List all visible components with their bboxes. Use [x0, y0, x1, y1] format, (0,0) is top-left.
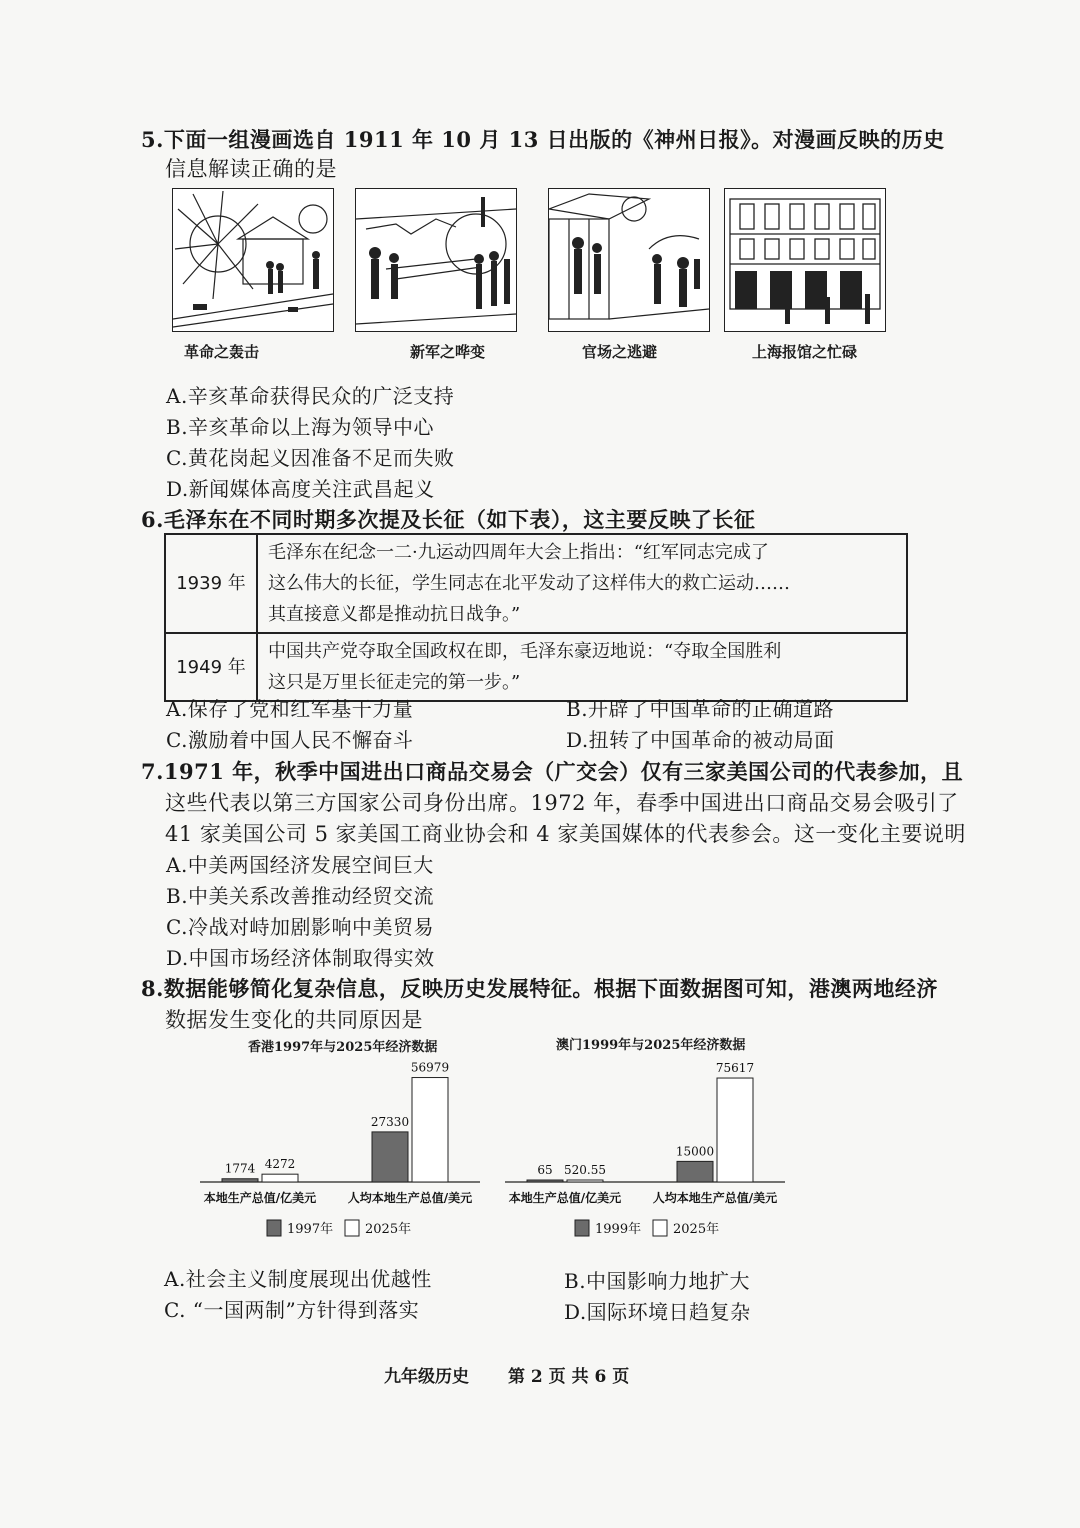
q7-option-b[interactable]: B.中美关系改善推动经贸交流	[166, 884, 435, 908]
table-quote-cell	[257, 534, 907, 633]
hk-economy-chart	[190, 1060, 490, 1260]
q8-option-a[interactable]: A.社会主义制度展现出优越性	[164, 1267, 432, 1291]
bar-data-label: 15000	[675, 1144, 715, 1159]
q7-stem-line3: 41 家美国公司 5 家美国工商业协会和 4 家美国媒体的代表参会。这一变化主要说明	[165, 822, 966, 846]
macau-economy-chart	[495, 1060, 795, 1260]
q5-stem-line2: 信息解读正确的是	[165, 157, 337, 181]
q5-option-a[interactable]: A.辛亥革命获得民众的广泛支持	[166, 384, 455, 408]
cartoon-shanghai-newspaper	[724, 188, 886, 332]
table-row	[165, 534, 907, 633]
cartoon-caption-4: 上海报馆之忙碌	[752, 343, 858, 361]
q5-option-d[interactable]: D.新闻媒体高度关注武昌起义	[166, 477, 435, 501]
table-row	[165, 633, 907, 701]
quote-line: 其直接意义都是推动抗日战争。”	[268, 604, 521, 625]
table-year-cell: 1949 年	[165, 633, 257, 701]
legend-label: 1997年	[287, 1222, 334, 1237]
q6-option-d[interactable]: D.扭转了中国革命的被动局面	[566, 728, 835, 752]
cartoon-caption-2: 新军之哗变	[410, 343, 486, 361]
cartoon-revolution-bombardment	[172, 188, 334, 332]
legend-label: 1999年	[595, 1222, 642, 1237]
q8-option-c[interactable]: C. “一国两制”方针得到落实	[164, 1298, 420, 1322]
q6-option-c[interactable]: C.激励着中国人民不懈奋斗	[166, 728, 414, 752]
cartoon-new-army-mutiny	[355, 188, 517, 332]
quote-line: 中国共产党夺取全国政权在即，毛泽东豪迈地说：“夺取全国胜利	[268, 641, 782, 662]
q7-option-a[interactable]: A.中美两国经济发展空间巨大	[166, 853, 434, 877]
legend-label: 2025年	[673, 1222, 720, 1237]
quote-line: 毛泽东在纪念一二·九运动四周年大会上指出：“红军同志完成了	[268, 542, 769, 563]
q5-stem-line1: 5.下面一组漫画选自 1911 年 10 月 13 日出版的《神州日报》。对漫画反映的历史	[141, 127, 945, 152]
bar-data-label: 56979	[410, 1060, 450, 1075]
hk-chart-title: 香港1997年与2025年经济数据	[248, 1040, 438, 1055]
legend-swatch	[345, 1220, 359, 1236]
bar-earlier-year	[372, 1132, 408, 1182]
bar-2025	[717, 1078, 753, 1182]
q5-option-b[interactable]: B.辛亥革命以上海为领导中心	[166, 415, 435, 439]
legend-swatch	[267, 1220, 281, 1236]
bar-data-label: 520.55	[564, 1163, 606, 1177]
q8-option-b[interactable]: B.中国影响力地扩大	[564, 1269, 751, 1293]
cartoon-officials-flee	[548, 188, 710, 332]
q8-stem-line2: 数据发生变化的共同原因是	[165, 1008, 423, 1032]
q6-option-b[interactable]: B.开辟了中国革命的正确道路	[566, 697, 835, 721]
q8-option-d[interactable]: D.国际环境日趋复杂	[564, 1300, 751, 1324]
q7-option-c[interactable]: C.冷战对峙加剧影响中美贸易	[166, 915, 434, 939]
category-label: 本地生产总值/亿美元	[203, 1191, 317, 1205]
macau-chart-title: 澳门1999年与2025年经济数据	[556, 1038, 746, 1053]
footer-page-number: 第 2 页 共 6 页	[508, 1367, 630, 1387]
bar-data-label: 27330	[370, 1114, 410, 1129]
bar-earlier-year	[677, 1161, 713, 1182]
category-label: 本地生产总值/亿美元	[508, 1191, 622, 1205]
table-quote-cell	[257, 633, 907, 701]
category-label: 人均本地生产总值/美元	[347, 1191, 473, 1205]
bar-2025	[567, 1180, 603, 1182]
footer-subject: 九年级历史	[384, 1367, 469, 1387]
quote-line: 这么伟大的长征，学生同志在北平发动了这样伟大的救亡运动……	[268, 573, 790, 594]
table-year-cell: 1939 年	[165, 534, 257, 633]
long-march-quote-table	[164, 533, 908, 702]
bar-earlier-year	[527, 1180, 563, 1182]
legend-swatch	[575, 1220, 589, 1236]
bar-data-label: 65	[537, 1163, 553, 1177]
q8-stem-line1: 8.数据能够简化复杂信息，反映历史发展特征。根据下面数据图可知，港澳两地经济	[141, 976, 938, 1001]
q7-stem-line2: 这些代表以第三方国家公司身份出席。1972 年，春季中国进出口商品交易会吸引了	[165, 791, 959, 815]
q7-stem-line1: 7.1971 年，秋季中国进出口商品交易会（广交会）仅有三家美国公司的代表参加，且	[141, 759, 964, 784]
bar-2025	[412, 1078, 448, 1182]
q6-stem: 6.毛泽东在不同时期多次提及长征（如下表），这主要反映了长征	[141, 507, 756, 532]
bar-data-label: 1774	[224, 1161, 256, 1176]
q5-option-c[interactable]: C.黄花岗起义因准备不足而失败	[166, 446, 455, 470]
category-label: 人均本地生产总值/美元	[652, 1191, 778, 1205]
q7-option-d[interactable]: D.中国市场经济体制取得实效	[166, 946, 435, 970]
bar-data-label: 4272	[264, 1157, 296, 1172]
legend-label: 2025年	[365, 1222, 412, 1237]
bar-data-label: 75617	[715, 1061, 755, 1076]
q6-option-a[interactable]: A.保存了党和红军基干力量	[166, 697, 414, 721]
bar-2025	[262, 1174, 298, 1182]
cartoon-caption-3: 官场之逃避	[582, 343, 658, 361]
quote-line: 这只是万里长征走完的第一步。”	[268, 672, 521, 693]
cartoon-caption-1: 革命之轰击	[184, 343, 260, 361]
bar-earlier-year	[222, 1179, 258, 1182]
legend-swatch	[653, 1220, 667, 1236]
